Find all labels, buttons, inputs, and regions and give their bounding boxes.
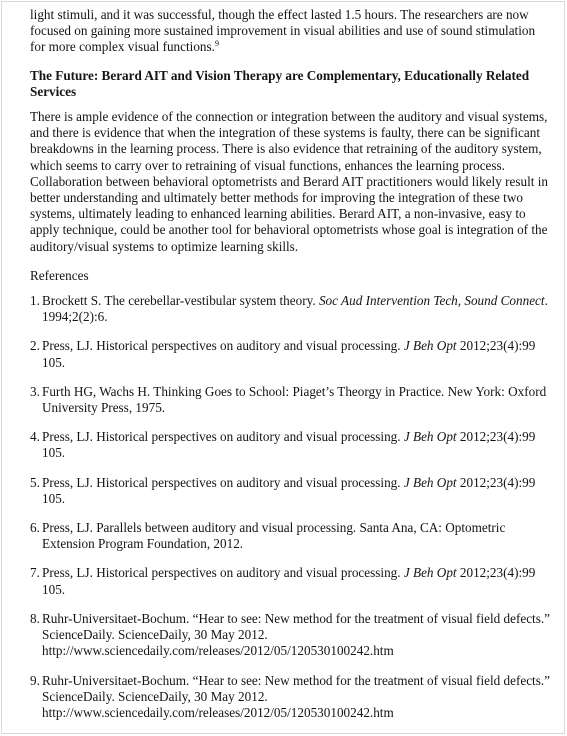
reference-number: 1. (30, 293, 40, 309)
reference-text: Ruhr-Universitaet-Bochum. “Hear to see: New method for the treatment of visual field defects.” ScienceDaily. ScienceDaily, 30 May 2012. http://www.sciencedaily.com/releases/2012/05/120530100242.htm (42, 672, 551, 720)
section-heading: The Future: Berard AIT and Vision Therapy are Complementary, Educationally Related Services (30, 67, 530, 99)
reference-citation: 2012;23(4):99 105. (42, 565, 536, 597)
reference-number: 8. (30, 610, 40, 626)
intro-text: light stimuli, and it was successful, though the effect lasted 1.5 hours. The researchers are now focused on gaining more sustained improvement in visual abilities and use of sound stimulation for more complex visual functions. (30, 7, 536, 55)
reference-number: 3. (30, 383, 40, 399)
reference-item (30, 293, 550, 325)
document-page (30, 7, 550, 734)
section-body: There is ample evidence of the connection or integration between the auditory and visual systems, and there is evidence that when the integration of these systems is faulty, there can be significant breakdowns in the learning process. There is also evidence that retraining of the auditory system, which seems to carry over to retraining of visual functions, enhances the learning process. Collaboration between behavioral optometrists and Berard AIT practitioners would likely result in better understanding and ultimately better methods for improving the integration of these two systems, ultimately leading to enhanced learning abilities. Berard AIT, a non-invasive, easy to apply technique, could be another tool for behavioral optometrists whose goal is integration of the auditory/visual systems to optimize learning skills. (30, 109, 548, 254)
reference-citation: . 1994;2(2):6. (42, 293, 548, 325)
references-title: References (30, 267, 89, 283)
footnote-marker: 9 (214, 39, 219, 49)
reference-number: 4. (30, 429, 40, 445)
reference-text: Press, LJ. Historical perspectives on auditory and visual processing. (42, 429, 404, 445)
reference-list (30, 293, 550, 721)
reference-journal: J Beh Opt (403, 429, 457, 445)
reference-item (30, 384, 550, 416)
reference-item (30, 429, 550, 461)
reference-journal: J Beh Opt (403, 338, 457, 354)
reference-item (30, 338, 550, 370)
reference-item (30, 673, 550, 722)
reference-citation: 2012;23(4):99 105. (42, 429, 536, 461)
reference-text: Press, LJ. Historical perspectives on auditory and visual processing. (42, 565, 404, 581)
reference-item (30, 611, 550, 660)
reference-number: 5. (30, 474, 40, 490)
reference-journal: J Beh Opt (403, 565, 457, 581)
reference-citation: 2012;23(4):99 105. (42, 474, 536, 506)
reference-item (30, 565, 550, 597)
reference-text: Furth HG, Wachs H. Thinking Goes to School: Piaget’s Theorgy in Practice. New York: Oxford University Press, 1975. (42, 383, 547, 416)
reference-number: 7. (30, 565, 40, 581)
reference-text: Ruhr-Universitaet-Bochum. “Hear to see: New method for the treatment of visual field defects.” ScienceDaily. ScienceDaily, 30 May 2012. http://www.sciencedaily.com/releases/2012/05/120530100242.htm (42, 610, 551, 659)
reference-text: Press, LJ. Historical perspectives on auditory and visual processing. (42, 338, 404, 354)
reference-item (30, 475, 550, 507)
reference-number: 6. (30, 520, 40, 536)
reference-text: Press, LJ. Historical perspectives on auditory and visual processing. (42, 474, 404, 490)
reference-journal: Soc Aud Intervention Tech, Sound Connect (318, 293, 545, 309)
reference-citation: 2012;23(4):99 105. (42, 338, 536, 370)
reference-number: 2. (30, 338, 40, 354)
reference-number: 9. (30, 672, 40, 688)
reference-journal: J Beh Opt (403, 474, 457, 490)
reference-text: Press, LJ. Parallels between auditory and visual processing. Santa Ana, CA: Optometric Extension Program Foundation, 2012. (42, 520, 506, 552)
intro-paragraph (30, 7, 550, 56)
reference-text: Brockett S. The cerebellar-vestibular system theory. (42, 293, 319, 309)
reference-item (30, 520, 550, 552)
